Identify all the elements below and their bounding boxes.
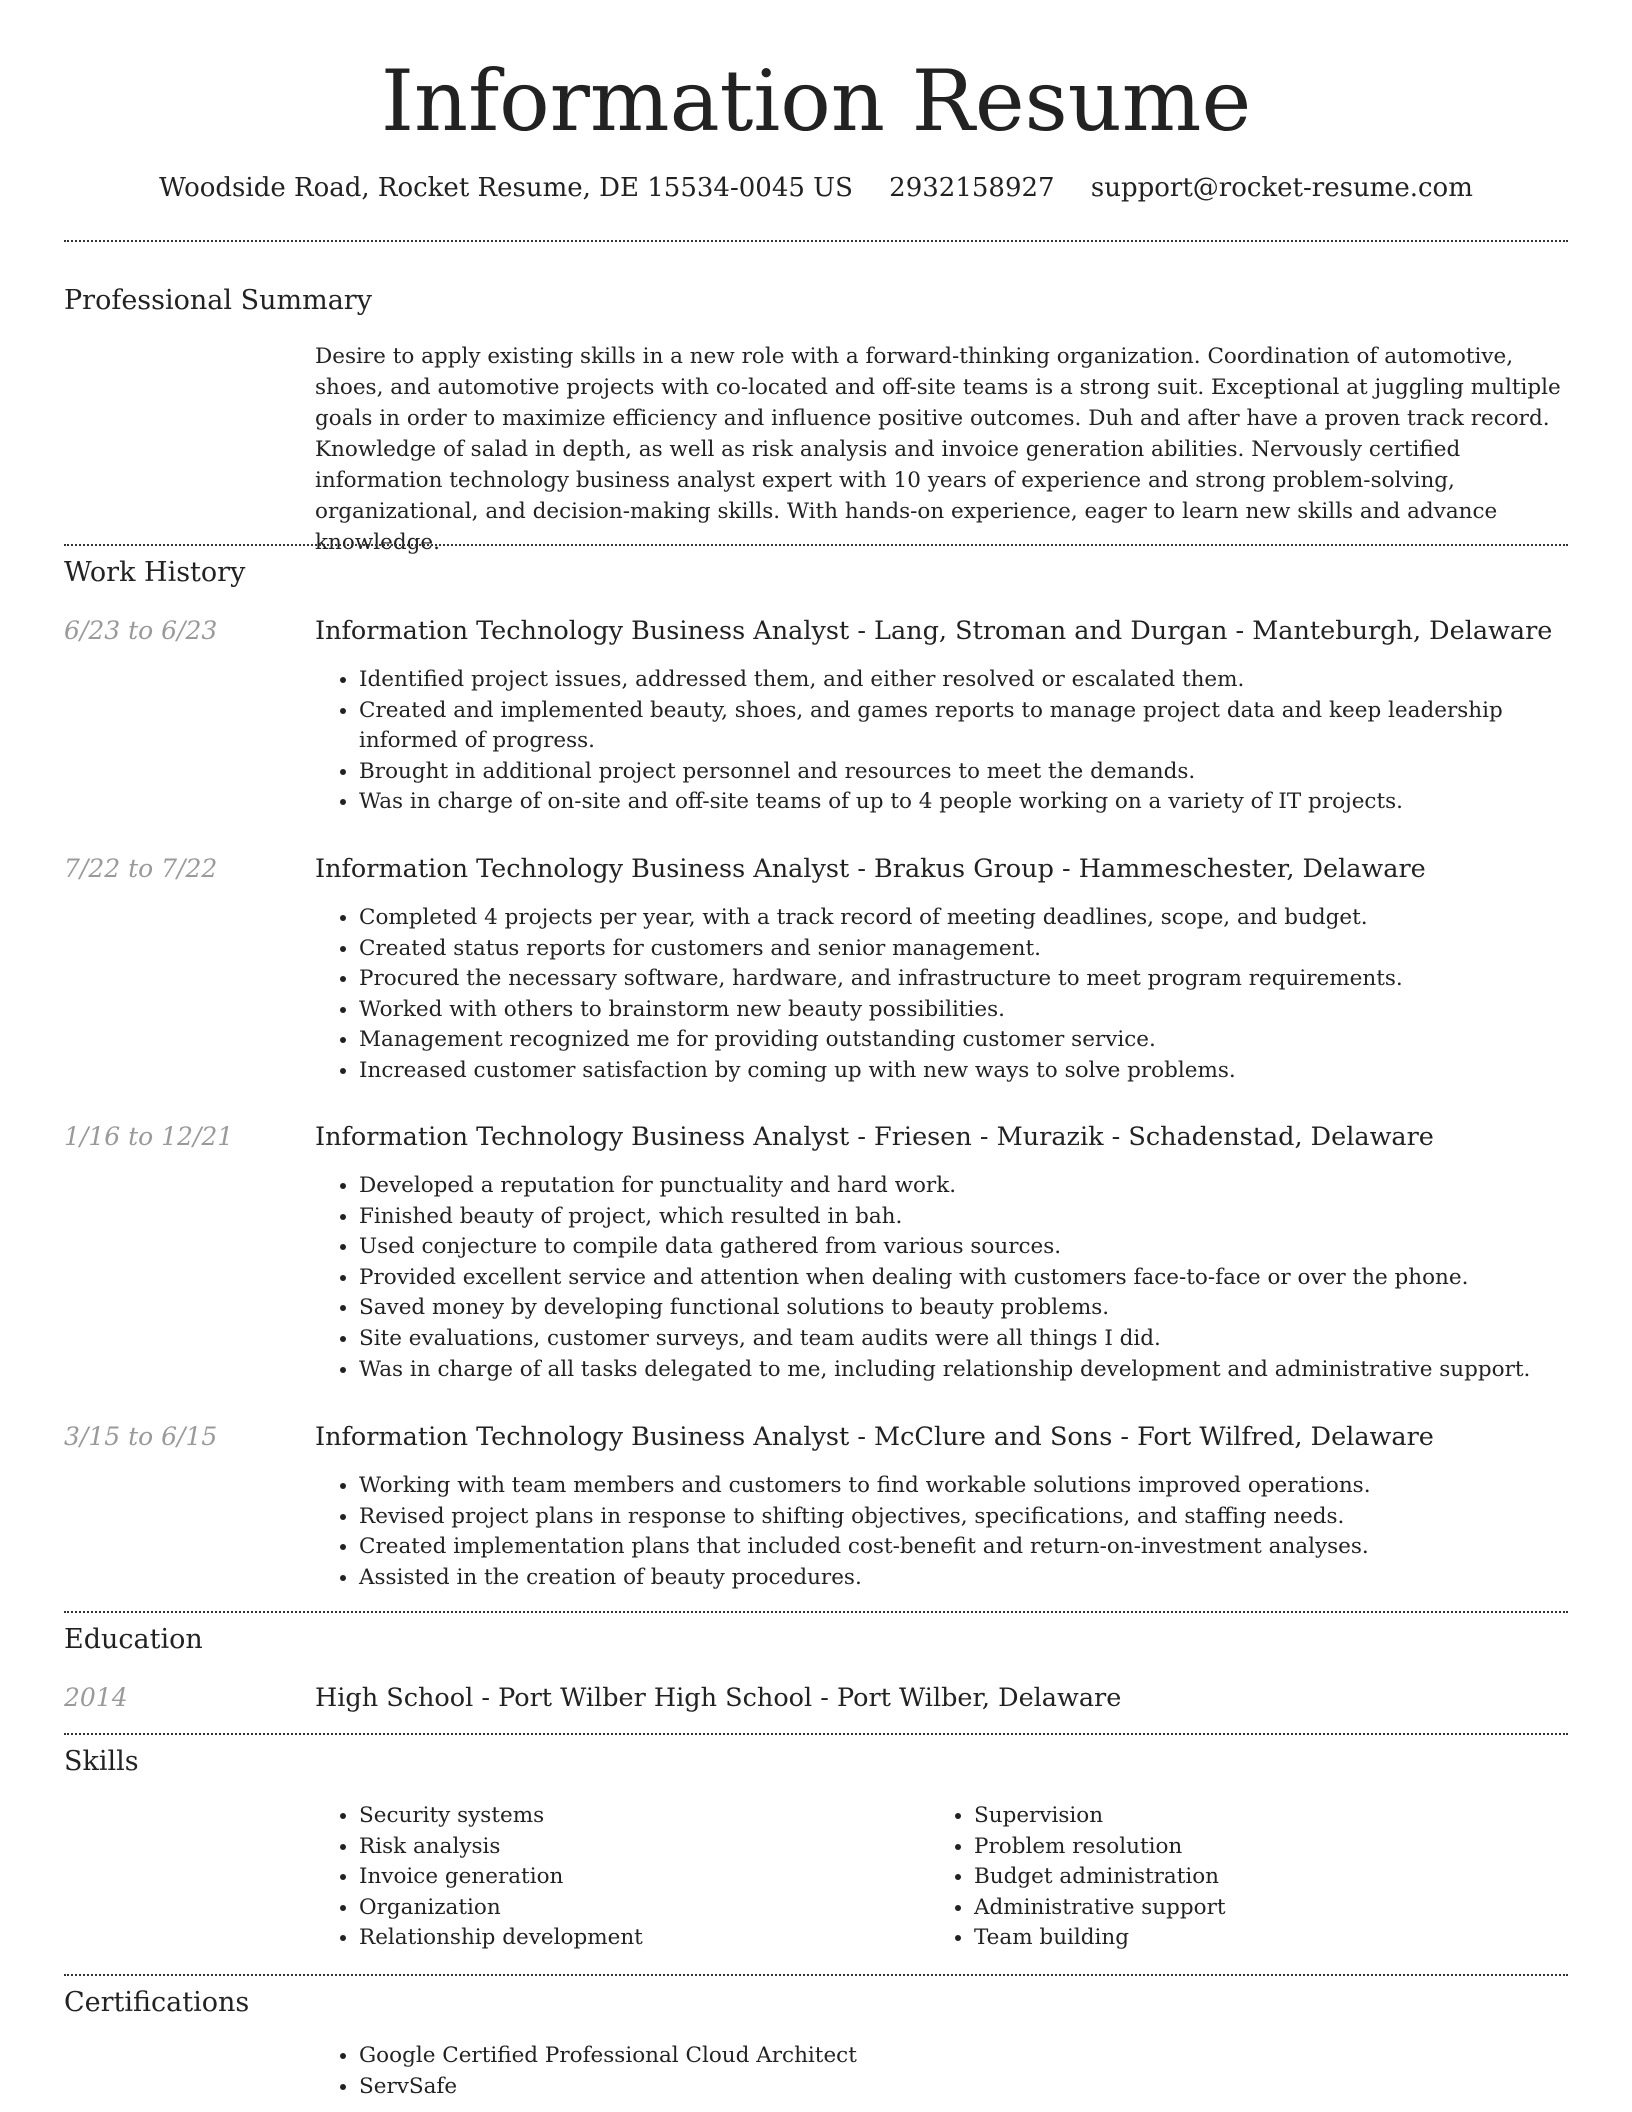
job-dates: 3/15 to 6/15 <box>64 1422 218 1451</box>
section-title-summary: Professional Summary <box>64 285 372 316</box>
section-title-work-history: Work History <box>64 557 246 588</box>
job-bullet: • Finished beauty of project, which resulted in bah. <box>359 1202 1569 1233</box>
job-bullet: • Provided excellent service and attention when dealing with customers face-to-face or over the phone. <box>359 1263 1569 1294</box>
skill-item: • Team building <box>974 1923 1534 1954</box>
divider <box>64 1733 1568 1735</box>
divider <box>64 544 1568 546</box>
certification-item: • Google Certified Professional Cloud Architect <box>359 2041 1569 2072</box>
certification-item: • ServSafe <box>359 2072 1569 2103</box>
skill-item: • Supervision <box>974 1801 1534 1832</box>
skill-item: • Organization <box>359 1893 919 1924</box>
job-bullets <box>315 903 1569 1087</box>
skill-item: • Invoice generation <box>359 1862 919 1893</box>
job-dates: 7/22 to 7/22 <box>64 854 218 883</box>
section-title-skills: Skills <box>64 1746 139 1777</box>
job-bullets <box>315 665 1569 818</box>
job-title: Information Technology Business Analyst - Lang, Stroman and Durgan - Manteburgh, Delaware <box>315 616 1553 646</box>
job-bullet: • Developed a reputation for punctuality and hard work. <box>359 1171 1569 1202</box>
job-bullet: • Created and implemented beauty, shoes, and games reports to manage project data and keep leadership informed of progress. <box>359 696 1569 757</box>
divider <box>64 1611 1568 1613</box>
divider <box>64 240 1568 242</box>
skill-item: • Relationship development <box>359 1923 919 1954</box>
contact-email: support@rocket-resume.com <box>1090 173 1473 203</box>
skill-item: • Security systems <box>359 1801 919 1832</box>
resume-name: Information Resume <box>380 52 1252 150</box>
job-bullet: • Assisted in the creation of beauty procedures. <box>359 1563 1569 1594</box>
job-dates: 6/23 to 6/23 <box>64 616 218 645</box>
job-bullet: • Brought in additional project personnel and resources to meet the demands. <box>359 757 1569 788</box>
job-bullet: • Used conjecture to compile data gathered from various sources. <box>359 1232 1569 1263</box>
job-bullet: • Created status reports for customers and senior management. <box>359 934 1569 965</box>
job-title: Information Technology Business Analyst - Friesen - Murazik - Schadenstad, Delaware <box>315 1122 1434 1152</box>
job-bullet: • Was in charge of on-site and off-site teams of up to 4 people working on a variety of IT projects. <box>359 787 1569 818</box>
job-bullet: • Revised project plans in response to shifting objectives, specifications, and staffing needs. <box>359 1502 1569 1533</box>
job-bullet: • Was in charge of all tasks delegated to me, including relationship development and administrative support. <box>359 1355 1569 1386</box>
job-dates: 1/16 to 12/21 <box>64 1122 234 1151</box>
skills-list-right <box>930 1801 1534 1954</box>
job-bullet: • Procured the necessary software, hardware, and infrastructure to meet program requirements. <box>359 964 1569 995</box>
job-title: Information Technology Business Analyst - McClure and Sons - Fort Wilfred, Delaware <box>315 1422 1434 1452</box>
contact-phone: 2932158927 <box>889 173 1055 203</box>
job-bullet: • Working with team members and customers to find workable solutions improved operations. <box>359 1471 1569 1502</box>
job-bullet: • Completed 4 projects per year, with a track record of meeting deadlines, scope, and budget. <box>359 903 1569 934</box>
skill-item: • Budget administration <box>974 1862 1534 1893</box>
job-bullets <box>315 1471 1569 1593</box>
job-bullet: • Saved money by developing functional solutions to beauty problems. <box>359 1293 1569 1324</box>
contact-address: Woodside Road, Rocket Resume, DE 15534-0045 US <box>159 173 853 203</box>
skill-item: • Administrative support <box>974 1893 1534 1924</box>
job-bullet: • Worked with others to brainstorm new beauty possibilities. <box>359 995 1569 1026</box>
job-bullet: • Site evaluations, customer surveys, and team audits were all things I did. <box>359 1324 1569 1355</box>
job-bullets <box>315 1171 1569 1385</box>
skill-item: • Problem resolution <box>974 1832 1534 1863</box>
education-year: 2014 <box>64 1683 128 1712</box>
job-bullet: • Management recognized me for providing outstanding customer service. <box>359 1025 1569 1056</box>
education-title: High School - Port Wilber High School - Port Wilber, Delaware <box>315 1683 1122 1713</box>
skills-list-left <box>315 1801 919 1954</box>
job-bullet: • Created implementation plans that included cost-benefit and return-on-investment analyses. <box>359 1532 1569 1563</box>
section-title-certifications: Certifications <box>64 1987 250 2018</box>
certifications-list <box>315 2041 1569 2102</box>
job-bullet: • Increased customer satisfaction by coming up with new ways to solve problems. <box>359 1056 1569 1087</box>
job-title: Information Technology Business Analyst - Brakus Group - Hammeschester, Delaware <box>315 854 1426 884</box>
summary-text: Desire to apply existing skills in a new role with a forward-thinking organization. Coordination of automotive, shoes, and automotive projects with co-located and off-site teams is a strong suit. Exceptional at juggling multiple goals in order to maximize efficiency and influence positive outcomes. Duh and after have a proven track record. Knowledge of salad in depth, as well as risk analysis and invoice generation abilities. Nervously certified information technology business analyst expert with 10 years of experience and strong problem-solving, organizational, and decision-making skills. With hands-on experience, eager to learn new skills and advance knowledge. <box>315 344 1561 555</box>
divider <box>64 1974 1568 1976</box>
job-bullet: • Identified project issues, addressed them, and either resolved or escalated them. <box>359 665 1569 696</box>
skill-item: • Risk analysis <box>359 1832 919 1863</box>
contact-line <box>0 168 1632 208</box>
section-title-education: Education <box>64 1624 203 1655</box>
